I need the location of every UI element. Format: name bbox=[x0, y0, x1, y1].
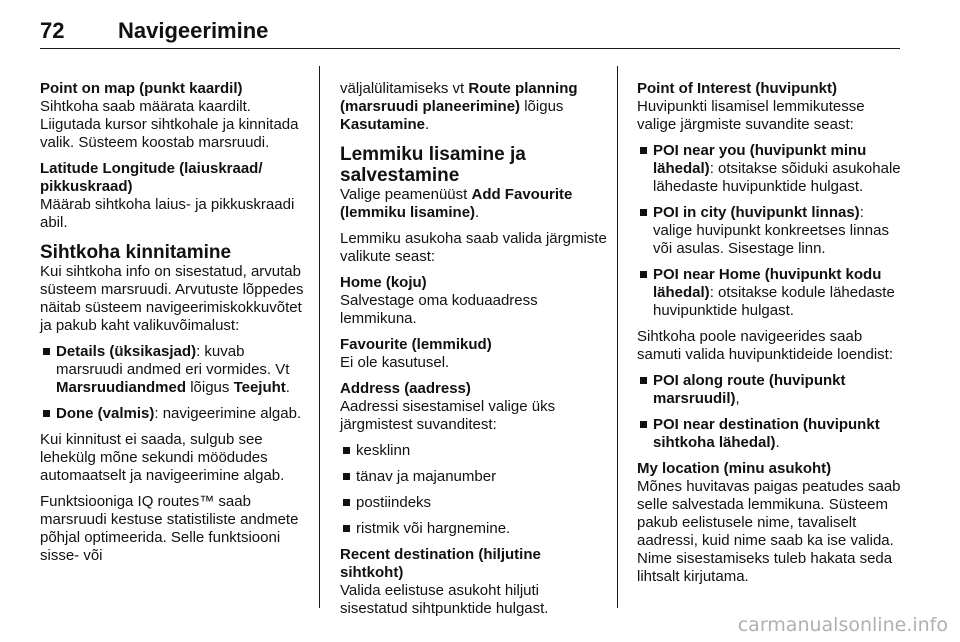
term-latitude-longitude: Latitude Longitude (laiuskraad/ pikkuskraad) bbox=[40, 160, 263, 195]
desc-latitude-longitude: Määrab sihtkoha laius- ja pikkuskraadi abil. bbox=[40, 196, 295, 231]
paragraph bbox=[340, 186, 608, 222]
ref-route-planning: Route planning (marsruudi planeerimine) bbox=[340, 80, 578, 115]
list-item bbox=[637, 372, 905, 408]
term-point-on-map: Point on map (punkt kaardil) bbox=[40, 80, 243, 97]
term-home: Home (koju) bbox=[340, 274, 427, 291]
list-item: ristmik või hargnemine. bbox=[340, 520, 608, 538]
list-text: . bbox=[775, 434, 780, 451]
column-2 bbox=[340, 80, 608, 626]
term-poi-in-city: POI in city (huvipunkt linnas) bbox=[653, 204, 860, 221]
list-text: : otsitakse sõiduki asukohale lähedaste huvipunktide hulgast. bbox=[653, 160, 901, 195]
text: . bbox=[475, 204, 480, 221]
term-favourite: Favourite (lemmikud) bbox=[340, 336, 492, 353]
paragraph: Funktsiooniga IQ routes™ saab marsruudi kestuse statistiliste andmete põhjal optimeerida. Selle funktsiooni sisse- või bbox=[40, 493, 299, 564]
list-item bbox=[40, 405, 308, 423]
term-recent-destination: Recent destination (hiljutine sihtkoht) bbox=[340, 546, 541, 581]
list-text: lõigus bbox=[186, 379, 234, 396]
list-item bbox=[637, 142, 905, 196]
ref-usage: Kasutamine bbox=[340, 116, 426, 133]
term-poi-near-destination: POI near destination (huvipunkt sihtkoha lähedal) bbox=[653, 416, 880, 451]
text: Valige peamenüüst bbox=[340, 186, 472, 203]
list-text: : navigeerimine algab. bbox=[154, 405, 302, 422]
desc-point-of-interest: Huvipunkti lisamisel lemmikutesse valige järgmiste suvandite seast: bbox=[637, 98, 865, 133]
address-option-list bbox=[340, 442, 608, 538]
desc-favourite: Ei ole kasutusel. bbox=[340, 354, 450, 371]
section-heading-confirm: Sihtkoha kinnitamine bbox=[40, 242, 232, 263]
column-3 bbox=[637, 80, 905, 594]
option-list bbox=[40, 343, 308, 423]
text: lõigus bbox=[520, 98, 564, 115]
list-item bbox=[637, 416, 905, 452]
poi-option-list bbox=[637, 142, 905, 320]
text: väljalülitamiseks vt bbox=[340, 80, 469, 97]
term-poi-near-home: POI near Home (huvipunkt kodu lähedal) bbox=[653, 266, 882, 301]
column-divider bbox=[617, 66, 618, 608]
paragraph: Kui sihtkoha info on sisestatud, arvutab süsteem marsruudi. Arvutuste lõppedes näitab süsteem navigeerimiskokkuvõtet ja pakub kaht valikuvõimalust: bbox=[40, 263, 304, 334]
desc-recent-destination: Valida eelistuse asukoht hiljuti sisestatud sihtpunktide hulgast. bbox=[340, 582, 549, 617]
list-text: : kuvab marsruudi andmed eri vormides. Vt bbox=[56, 343, 290, 378]
list-item: tänav ja majanumber bbox=[340, 468, 608, 486]
page-title: Navigeerimine bbox=[118, 18, 269, 43]
desc-address: Aadressi sisestamisel valige üks järgmistest suvanditest: bbox=[340, 398, 556, 433]
list-text: : valige huvipunkt konkreetses linnas või asulas. Sisestage linn. bbox=[653, 204, 889, 257]
term-address: Address (aadress) bbox=[340, 380, 471, 397]
list-text: , bbox=[735, 390, 740, 407]
term-poi-near-you: POI near you (huvipunkt minu lähedal) bbox=[653, 142, 867, 177]
desc-home: Salvestage oma koduaadress lemmikuna. bbox=[340, 292, 538, 327]
list-item bbox=[637, 204, 905, 258]
page-header bbox=[40, 18, 900, 49]
term-details: Details (üksikasjad) bbox=[56, 343, 197, 360]
column-1 bbox=[40, 80, 308, 573]
watermark: carmanualsonline.info bbox=[737, 614, 948, 636]
term-poi-along-route: POI along route (huvipunkt marsruudil) bbox=[653, 372, 846, 407]
list-item bbox=[40, 343, 308, 397]
paragraph: Sihtkoha poole navigeerides saab samuti valida huvipunktideide loendist: bbox=[637, 328, 893, 363]
page-number: 72 bbox=[40, 18, 65, 43]
ref-add-favourite: Add Favourite (lemmiku lisamine) bbox=[340, 186, 573, 221]
desc-point-on-map: Sihtkoha saab määrata kaardilt. Liigutada kursor sihtkohale ja kinnitada valik. Süsteem koostab marsruudi. bbox=[40, 98, 299, 151]
term-done: Done (valmis) bbox=[56, 405, 155, 422]
paragraph bbox=[340, 80, 608, 134]
ref-guidance: Teejuht bbox=[233, 379, 286, 396]
column-divider bbox=[319, 66, 320, 608]
paragraph: Lemmiku asukoha saab valida järgmiste valikute seast: bbox=[340, 230, 607, 265]
poi-route-list bbox=[637, 372, 905, 452]
ref-route-data: Marsruudiandmed bbox=[56, 379, 187, 396]
list-text: : otsitakse kodule lähedaste huvipunktide hulgast. bbox=[653, 284, 895, 319]
list-item: kesklinn bbox=[340, 442, 608, 460]
list-item bbox=[637, 266, 905, 320]
text: . bbox=[425, 116, 430, 133]
paragraph: Kui kinnitust ei saada, sulgub see lehekülg mõne sekundi möödudes automaatselt ja navigeerimine algab. bbox=[40, 431, 285, 484]
desc-my-location: Mõnes huvitavas paigas peatudes saab selle salvestada lemmikuna. Süsteem pakub eelistusele nime, tavaliselt aadressi, kuid nime saab ka ise valida. Nime sisestamiseks tuleb hakata seda lihtsalt kirjutama. bbox=[637, 478, 901, 585]
list-item: postiindeks bbox=[340, 494, 608, 512]
section-heading-favourite: Lemmiku lisamine ja salvestamine bbox=[340, 144, 526, 186]
list-text: . bbox=[285, 379, 290, 396]
term-point-of-interest: Point of Interest (huvipunkt) bbox=[637, 80, 837, 97]
term-my-location: My location (minu asukoht) bbox=[637, 460, 832, 477]
